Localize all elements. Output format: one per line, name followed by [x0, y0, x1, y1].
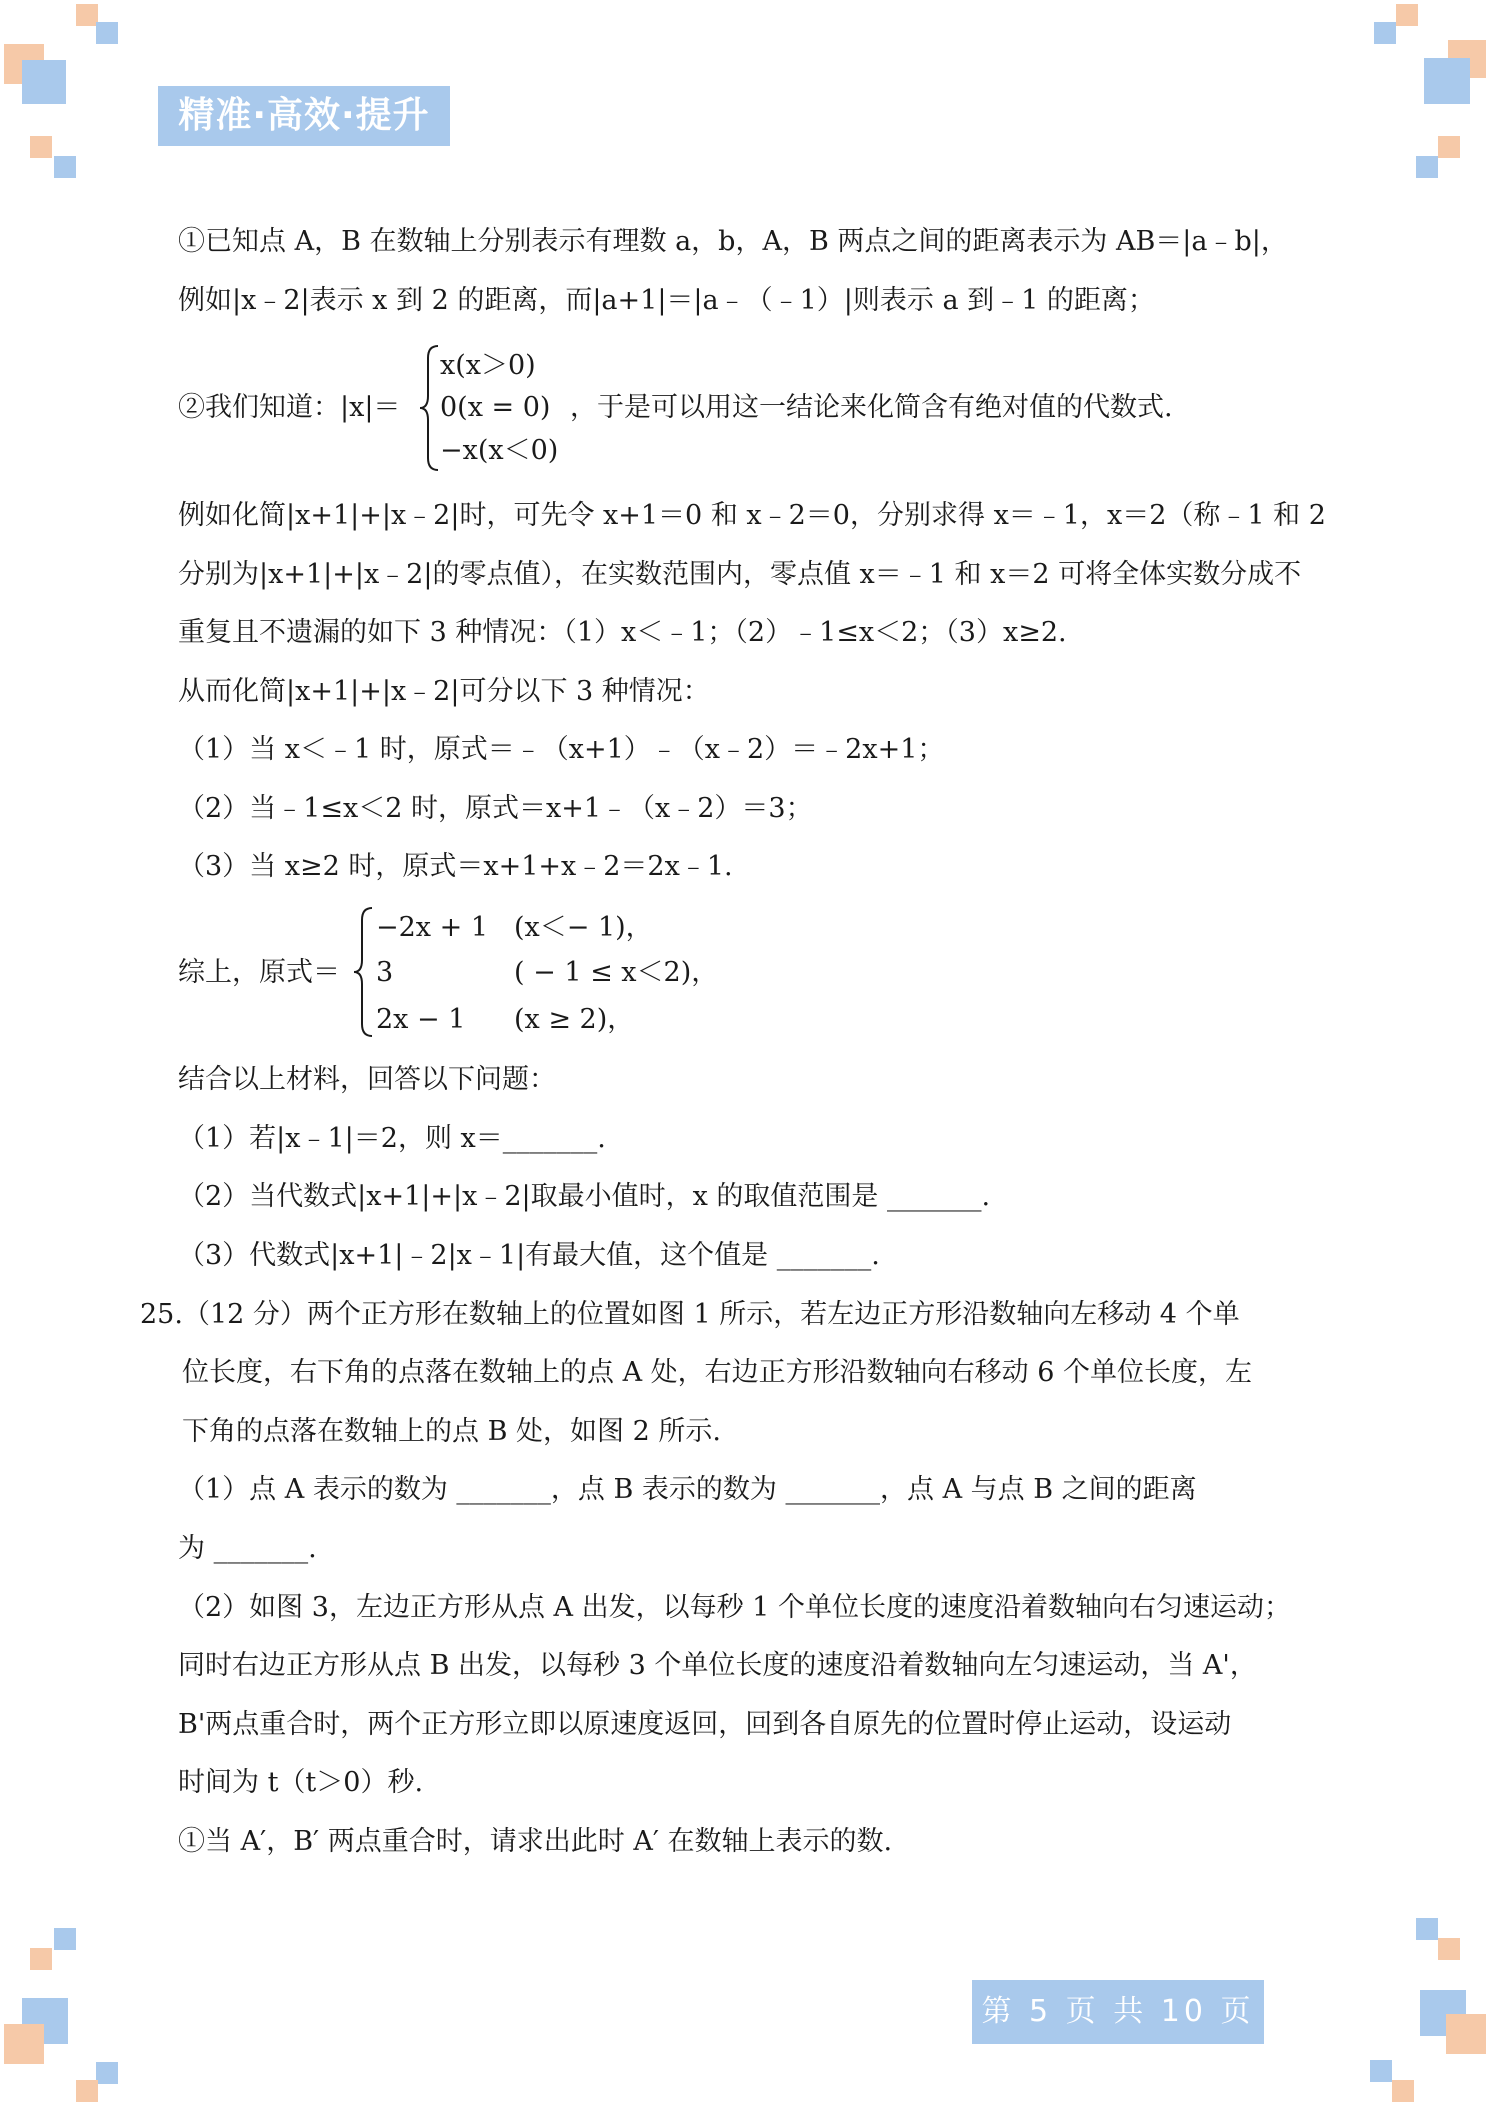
abs-case-negative: −x(x＜0)	[440, 435, 559, 466]
left-brace-icon	[418, 344, 442, 472]
case-line: （2）当﹣1≤x＜2 时，原式＝x+1﹣（x﹣2）＝3；	[178, 793, 813, 824]
case-line: （1）当 x＜﹣1 时，原式＝﹣（x+1）﹣（x﹣2）＝﹣2x+1；	[178, 734, 945, 765]
problem-25-statement: 位长度，右下角的点落在数轴上的点 A 处，右边正方形沿数轴向右移动 6 个单位长度，左	[182, 1357, 1253, 1388]
case-line: （3）当 x≥2 时，原式＝x+1+x﹣2＝2x﹣1.	[178, 851, 733, 882]
question-line: （1）若|x﹣1|＝2，则 x＝_______.	[178, 1123, 606, 1154]
summary-expr: 2x − 1	[376, 1004, 466, 1035]
example-line: 重复且不遗漏的如下 3 种情况：（1）x＜﹣1；（2）﹣1≤x＜2；（3）x≥2.	[178, 617, 1067, 648]
questions-intro: 结合以上材料，回答以下问题：	[178, 1064, 556, 1095]
summary-expr: −2x + 1	[376, 912, 488, 943]
question-line: （2）当代数式|x+1|+|x﹣2|取最小值时，x 的取值范围是 _______.	[178, 1181, 991, 1212]
summary-condition: ( − 1 ≤ x＜2)，	[514, 957, 719, 988]
problem-25-statement: 下角的点落在数轴上的点 B 处，如图 2 所示.	[182, 1416, 721, 1447]
abs-definition-suffix: ，于是可以用这一结论来化简含有绝对值的代数式.	[570, 392, 1173, 423]
subquestion-2: （2）如图 3，左边正方形从点 A 出发，以每秒 1 个单位长度的速度沿着数轴向右匀速运动；	[178, 1592, 1291, 1623]
material-line: ①已知点 A，B 在数轴上分别表示有理数 a，b，A，B 两点之间的距离表示为 AB＝|a﹣b|，	[178, 226, 1288, 257]
summary-prefix: 综上，原式＝	[178, 957, 340, 988]
subquestion-1: 为 _______.	[178, 1533, 317, 1564]
abs-case-zero: 0(x = 0)	[440, 392, 551, 423]
summary-condition: (x＜− 1)，	[514, 912, 653, 943]
problem-25-statement: 25.（12 分）两个正方形在数轴上的位置如图 1 所示，若左边正方形沿数轴向左移动 4 个单	[140, 1299, 1240, 1330]
abs-definition-prefix: ②我们知道：|x|＝	[178, 392, 401, 423]
question-line: （3）代数式|x+1|﹣2|x﹣1|有最大值，这个值是 _______.	[178, 1240, 880, 1271]
material-line: 例如|x﹣2|表示 x 到 2 的距离，而|a+1|＝|a﹣（﹣1）|则表示 a 到﹣1 的距离；	[178, 285, 1155, 316]
example-line: 例如化简|x+1|+|x﹣2|时，可先令 x+1＝0 和 x﹣2＝0，分别求得 x＝﹣1，x＝2（称﹣1 和 2	[178, 500, 1326, 531]
summary-expr: 3	[376, 957, 394, 988]
subquestion-2-part-1: ①当 A′，B′ 两点重合时，请求出此时 A′ 在数轴上表示的数.	[178, 1826, 893, 1857]
page-number: 第 5 页 共 10 页	[972, 1980, 1264, 2044]
subquestion-2: 时间为 t（t＞0）秒.	[178, 1767, 424, 1798]
example-line: 从而化简|x+1|+|x﹣2|可分以下 3 种情况：	[178, 676, 710, 707]
summary-condition: (x ≥ 2)，	[514, 1004, 635, 1035]
subquestion-2: B'两点重合时，两个正方形立即以原速度返回，回到各自原先的位置时停止运动，设运动	[178, 1709, 1232, 1740]
subquestion-2: 同时右边正方形从点 B 出发，以每秒 3 个单位长度的速度沿着数轴向左匀速运动，当 A'，	[178, 1650, 1257, 1681]
subquestion-1: （1）点 A 表示的数为 _______，点 B 表示的数为 _______，点 A 与点 B 之间的距离	[178, 1474, 1197, 1505]
example-line: 分别为|x+1|+|x﹣2|的零点值），在实数范围内，零点值 x＝﹣1 和 x＝2 可将全体实数分成不	[178, 559, 1302, 590]
abs-case-positive: x(x＞0)	[440, 350, 536, 381]
header-banner: 精准·高效·提升	[158, 86, 450, 146]
left-brace-icon	[352, 906, 376, 1038]
